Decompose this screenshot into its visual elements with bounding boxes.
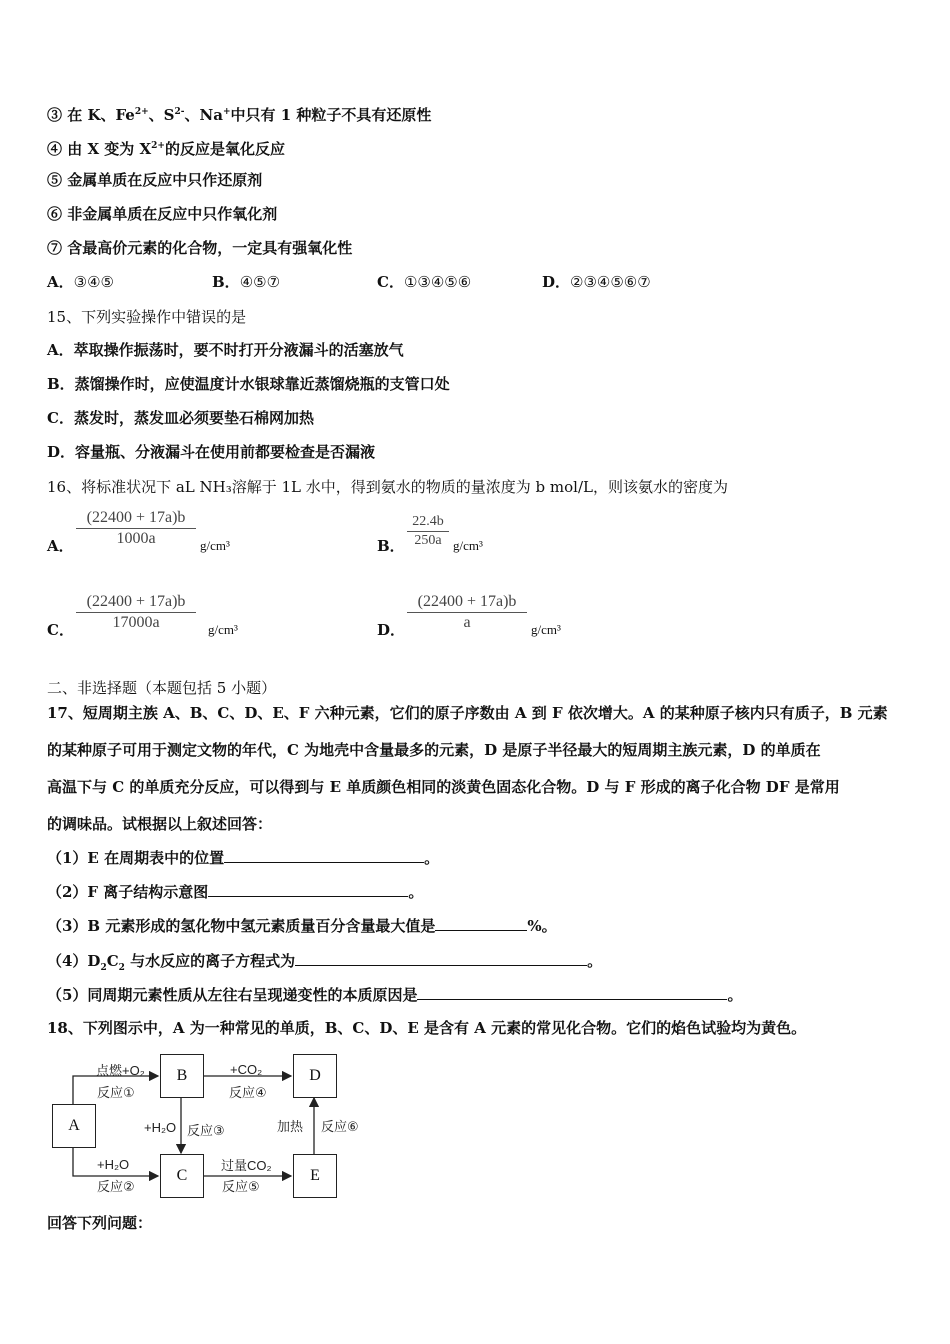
q17-sub-4: $(4)D_2C_2$ 与水反应的离子方程式为 。 xyxy=(47,952,603,973)
q18-footer: 回答下列问题： xyxy=(47,1214,153,1232)
q14-item-7: ⑦ 含最高价元素的化合物，一定具有强氧化性 xyxy=(47,239,353,257)
node-c: C xyxy=(160,1154,204,1198)
label-r3-right: 反应③ xyxy=(187,1123,225,1138)
label-r5-bottom: 反应⑤ xyxy=(222,1179,260,1194)
label-r3-left: +H₂O xyxy=(144,1120,177,1135)
answer-blank[interactable] xyxy=(224,848,424,863)
label-r1-bottom: 反应① xyxy=(97,1085,135,1100)
q15-option-d: D．容量瓶、分液漏斗在使用前都要检查是否漏液 xyxy=(47,443,376,461)
q18-stem: 18、下列图示中，A 为一种常见的单质，B、C、D、E 是含有 A 元素的常见化合物。它们的焰色试验均为黄色。 xyxy=(47,1019,807,1037)
node-e: E xyxy=(293,1154,337,1198)
q16-option-a-label: A． xyxy=(47,537,74,555)
q17-line-3: 高温下与 C 的单质充分反应，可以得到与 E 单质颜色相同的淡黄色固态化合物。D 与 F 形成的离子化合物 DF 是常用 xyxy=(47,778,840,796)
q16-option-d-fraction: (22400 + 17a)b a xyxy=(407,593,527,632)
node-d: D xyxy=(293,1054,337,1098)
node-a: A xyxy=(52,1104,96,1148)
q16-option-b-fraction: 22.4b 250a xyxy=(407,514,449,549)
q16-option-b-unit: g/cm³ xyxy=(453,538,483,553)
q14-option-d: D．②③④⑤⑥⑦ xyxy=(542,273,651,291)
q16-option-c-fraction: (22400 + 17a)b 17000a xyxy=(76,593,196,632)
label-r6-right: 反应⑥ xyxy=(321,1119,359,1134)
q17-line-1: 17、短周期主族 A、B、C、D、E、F 六种元素，它们的原子序数由 A 到 F 依次增大。A 的某种原子核内只有质子，B 元素 xyxy=(47,704,888,722)
q15-option-b: B．蒸馏操作时，应使温度计水银球靠近蒸馏烧瓶的支管口处 xyxy=(47,375,450,393)
q16-option-b-label: B． xyxy=(377,537,405,555)
q15-option-c: C．蒸发时，蒸发皿必须要垫石棉网加热 xyxy=(47,409,314,427)
q17-sub-2: （2）F 离子结构示意图 。 xyxy=(47,883,424,901)
q15-option-a: A．萃取操作振荡时，要不时打开分液漏斗的活塞放气 xyxy=(47,341,404,359)
q14-item-4: ④ 由 X 变为 $X^{2+}$的反应是氧化反应 xyxy=(47,140,285,158)
label-r1-top: 点燃+O₂ xyxy=(96,1063,145,1078)
q14-option-c: C．①③④⑤⑥ xyxy=(377,273,472,291)
q16-option-c-label: C． xyxy=(47,621,74,639)
q17-line-4: 的调味品。试根据以上叙述回答： xyxy=(47,815,273,833)
label-r2-bottom: 反应② xyxy=(97,1179,135,1194)
q14-option-a: A．③④⑤ xyxy=(47,273,114,291)
label-r4-bottom: 反应④ xyxy=(229,1085,267,1100)
q15-stem: 15、下列实验操作中错误的是 xyxy=(47,308,247,326)
q16-option-a-unit: g/cm³ xyxy=(200,538,230,553)
node-b: B xyxy=(160,1054,204,1098)
q16-option-a-fraction: (22400 + 17a)b 1000a xyxy=(76,509,196,548)
answer-blank[interactable] xyxy=(295,951,587,966)
q14-option-b: B．④⑤⑦ xyxy=(212,273,281,291)
label-r4-top: +CO₂ xyxy=(230,1062,263,1077)
q16-option-d-label: D． xyxy=(377,621,406,639)
q16-stem: 16、将标准状况下 aL NH₃溶解于 1L 水中，得到氨水的物质的量浓度为 b mol/L，则该氨水的密度为 xyxy=(47,478,728,496)
q17-sub-1: （1）E 在周期表中的位置 。 xyxy=(47,849,440,867)
q17-sub-3: （3）B 元素形成的氢化物中氢元素质量百分含量最大值是 %。 xyxy=(47,917,557,935)
q14-item-5: ⑤ 金属单质在反应中只作还原剂 xyxy=(47,171,263,189)
q14-item-6: ⑥ 非金属单质在反应中只作氧化剂 xyxy=(47,205,278,223)
section-heading: 二、非选择题（本题包括 5 小题） xyxy=(47,679,277,697)
answer-blank[interactable] xyxy=(435,916,527,931)
q16-option-c-unit: g/cm³ xyxy=(208,622,238,637)
answer-blank[interactable] xyxy=(417,985,727,1000)
label-r2-top: +H₂O xyxy=(97,1157,130,1172)
q17-line-2: 的某种原子可用于测定文物的年代，C 为地壳中含量最多的元素，D 是原子半径最大的短周期主族元素，D 的单质在 xyxy=(47,741,821,759)
label-r5-top: 过量CO₂ xyxy=(221,1158,272,1173)
q17-sub-5: （5）同周期元素性质从左往右呈现递变性的本质原因是 。 xyxy=(47,986,743,1004)
label-r6-left: 加热 xyxy=(277,1119,304,1134)
answer-blank[interactable] xyxy=(208,882,408,897)
q14-item-3: ③ 在 K、$Fe^{2+}$、$S^{2-}$、Na+中只有 1 种粒子不具有还原性 xyxy=(47,106,432,124)
q16-option-d-unit: g/cm³ xyxy=(531,622,561,637)
